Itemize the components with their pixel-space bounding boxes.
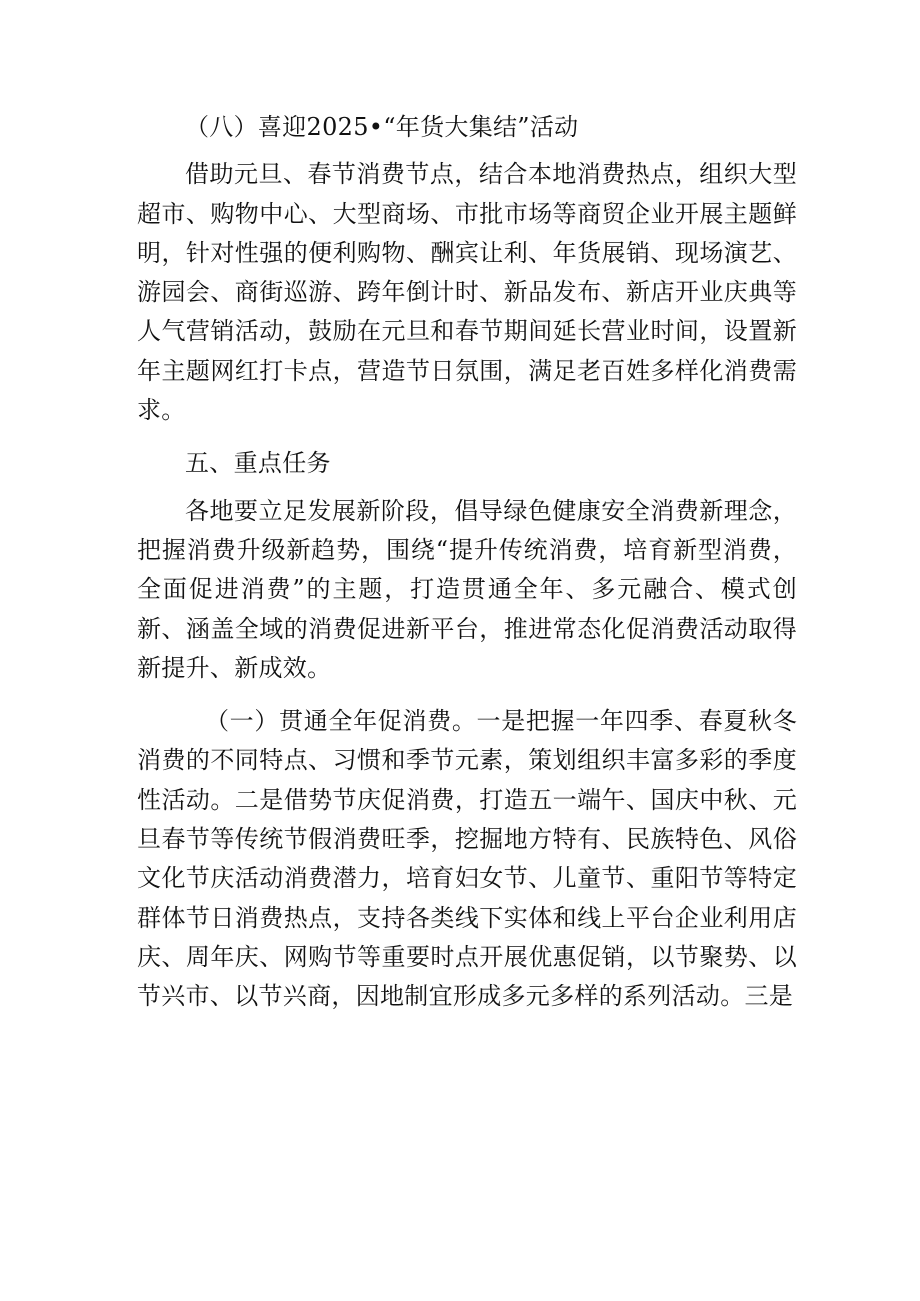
- section-5-body: 各地要立足发展新阶段，倡导绿色健康安全消费新理念，把握消费升级新趋势，围绕“提升传统消费，培育新型消费，全面促进消费”的主题，打造贯通全年、多元融合、模式创新、涵盖全域的消费促进新平台，推进常态化促消费活动取得新提升、新成效。: [137, 496, 797, 682]
- spacer: [137, 430, 797, 444]
- task-1-body: （一）贯通全年促消费。一是把握一年四季、春夏秋冬消费的不同特点、习惯和季节元素，策划组织丰富多彩的季度性活动。二是借势节庆促消费，打造五一端午、国庆中秋、元旦春节等传统节假消费旺季，挖掘地方特有、民族特色、风俗文化节庆活动消费潜力，培育妇女节、儿童节、重阳节等特定群体节日消费热点，支持各类线下实体和线上平台企业利用店庆、周年庆、网购节等重要时点开展优惠促销，以节聚势、以节兴市、以节兴商，因地制宜形成多元多样的系列活动。三是: [137, 707, 797, 1011]
- document-body: [137, 108, 797, 1017]
- section-5-title: 五、重点任务: [185, 449, 331, 478]
- section-8-body: 借助元旦、春节消费节点，结合本地消费热点，组织大型超市、购物中心、大型商场、市批市场等商贸企业开展主题鲜明，针对性强的便利购物、酬宾让利、年货展销、现场演艺、游园会、商街巡游、跨年倒计时、新品发布、新店开业庆典等人气营销活动，鼓励在元旦和春节期间延长营业时间，设置新年主题网红打卡点，营造节日氛围，满足老百姓多样化消费需求。: [137, 160, 797, 425]
- spacer: [137, 484, 797, 492]
- spacer: [137, 147, 797, 155]
- section-8-title: （八）喜迎2025•“年货大集结”活动: [185, 113, 579, 141]
- spacer: [137, 688, 797, 702]
